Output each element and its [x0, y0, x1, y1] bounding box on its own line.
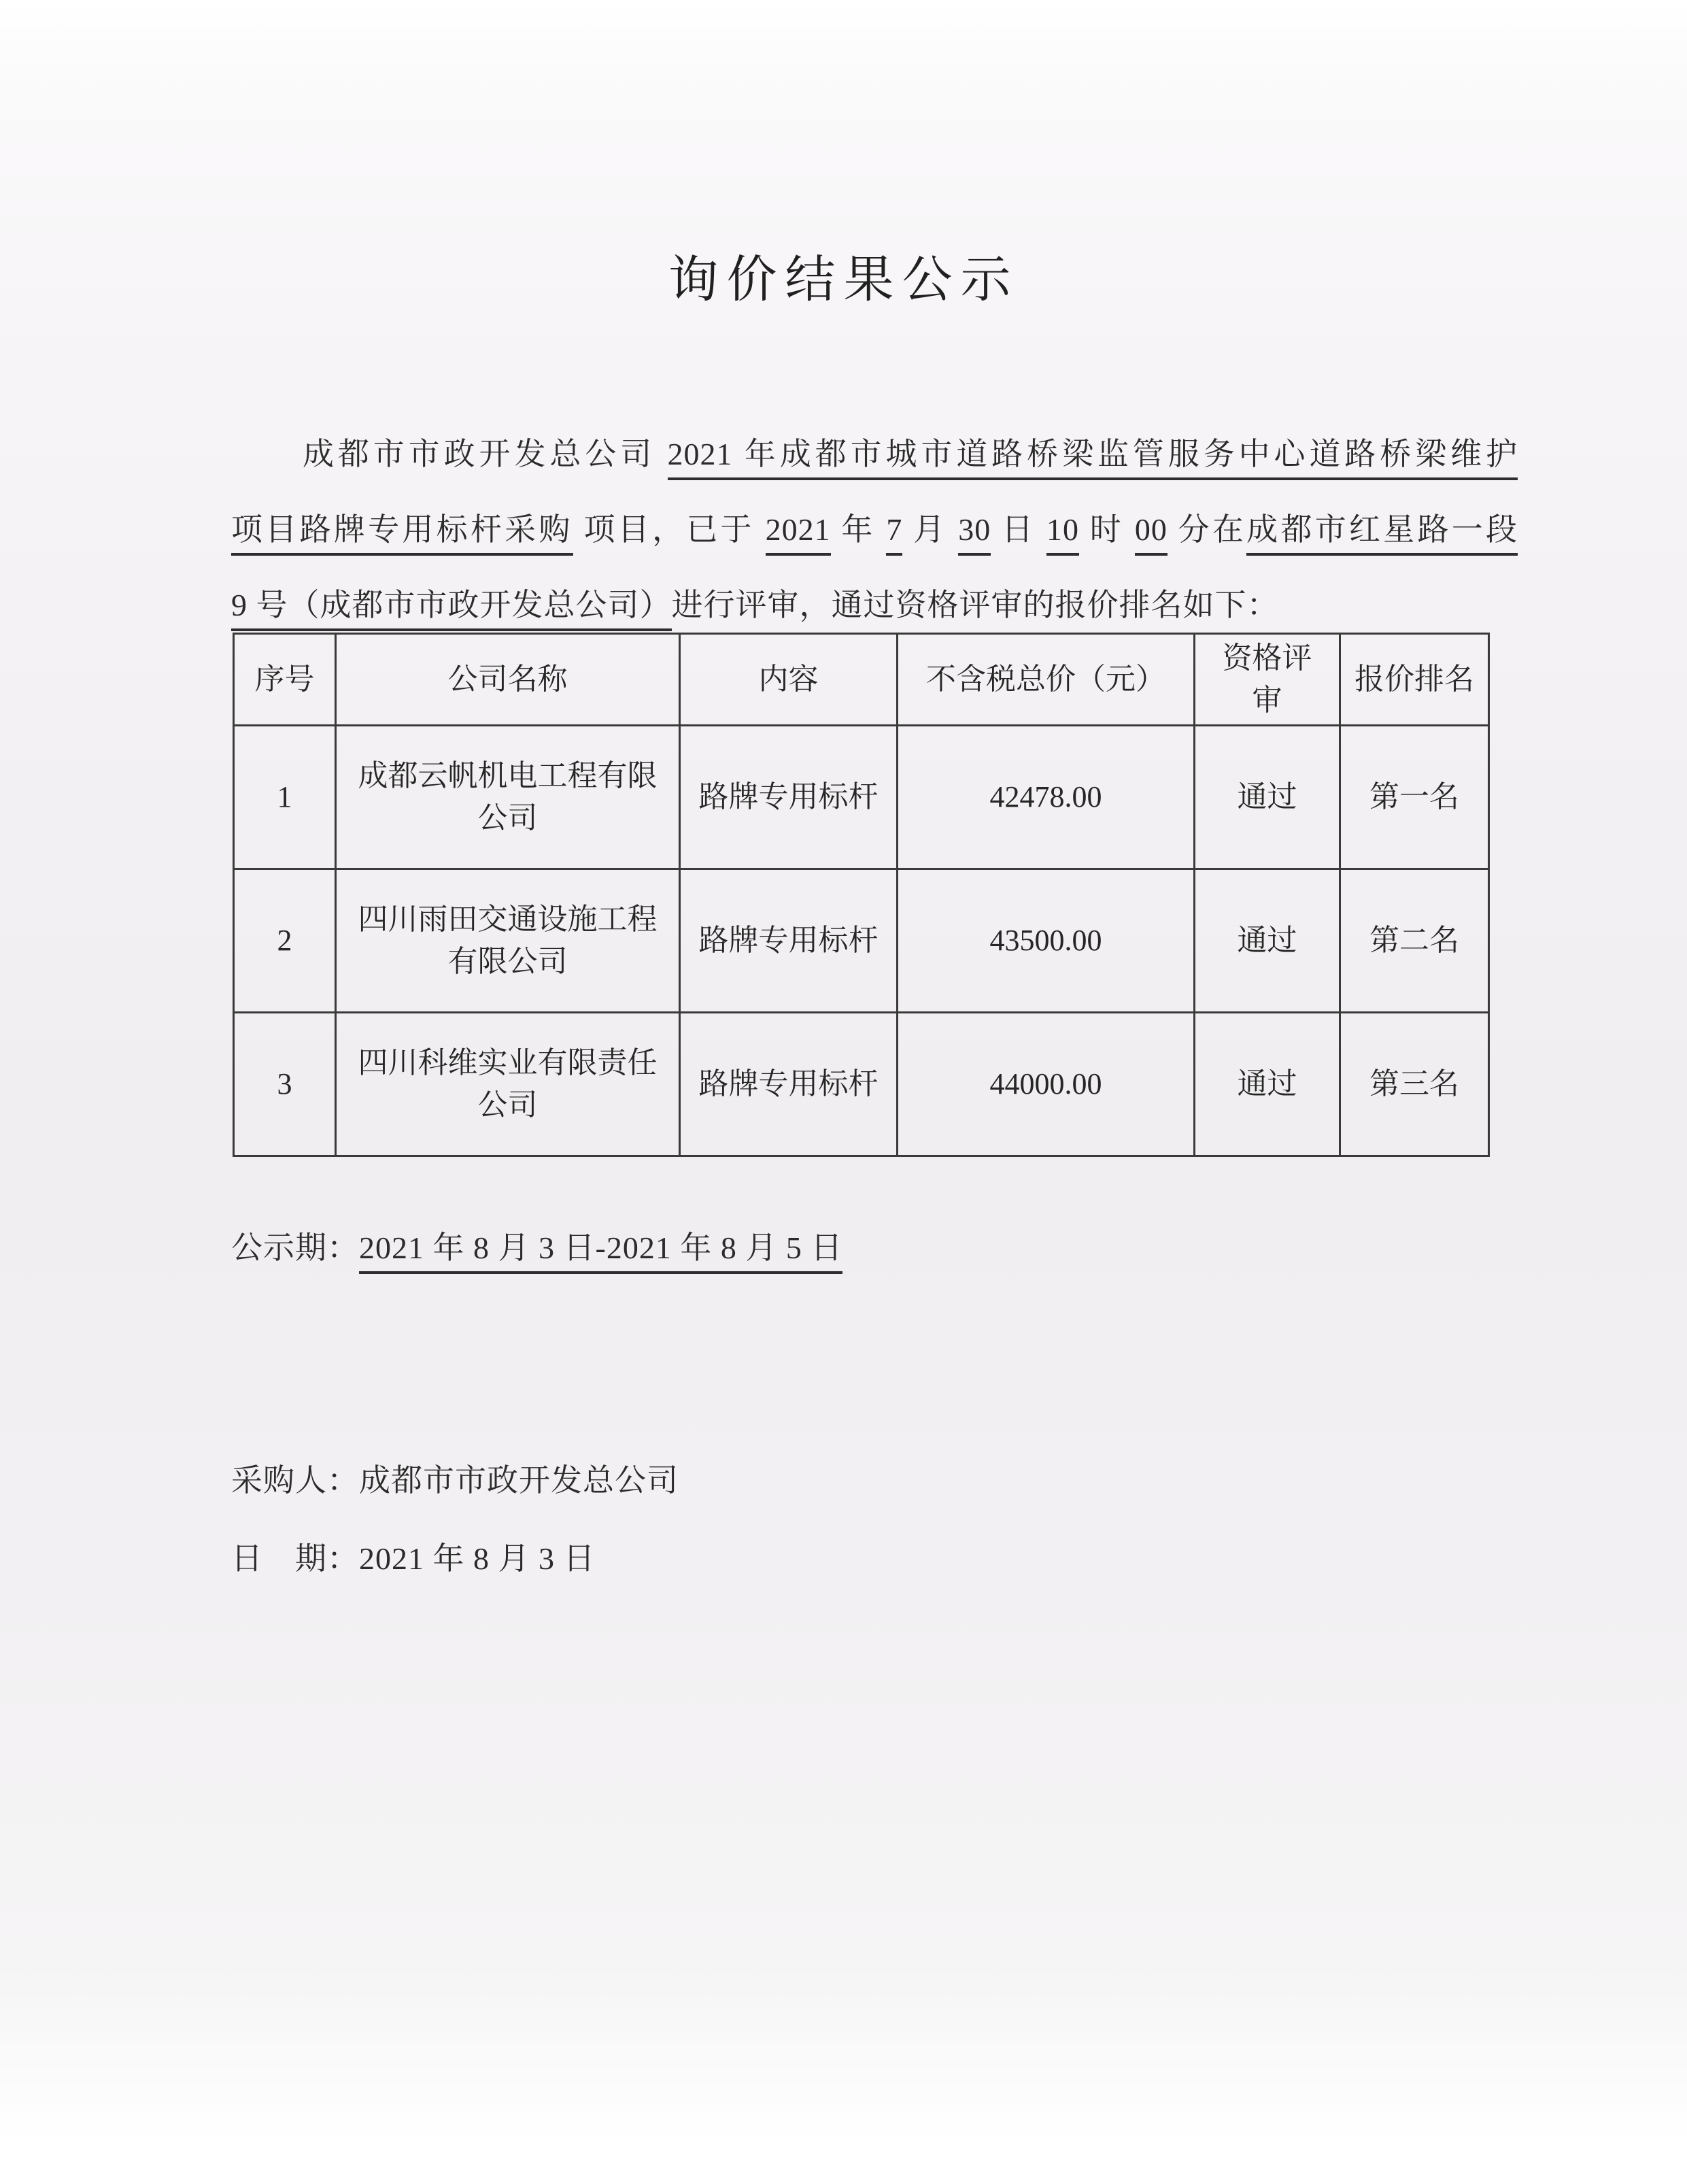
underlined-text-segment: 10 — [1046, 512, 1079, 556]
cell-rank: 第三名 — [1340, 1013, 1489, 1156]
col-header-rank: 报价排名 — [1340, 634, 1489, 726]
intro-paragraph — [231, 416, 1518, 643]
page-title: 询价结果公示 — [668, 251, 1019, 307]
cell-company: 四川雨田交通设施工程有限公司 — [336, 869, 680, 1013]
cell-qualification: 通过 — [1195, 869, 1340, 1013]
cell-content: 路牌专用标杆 — [680, 1013, 898, 1156]
results-table-container — [233, 633, 1488, 1157]
text-segment: 进行评审，通过资格评审的报价排名如下： — [671, 588, 1279, 622]
text-segment: 项目，已于 — [573, 512, 766, 547]
text-segment: 成都市市政开发总公司 — [303, 437, 668, 471]
underlined-text-segment: 成都市红星路一段 — [1246, 512, 1518, 556]
cell-rank: 第二名 — [1340, 869, 1489, 1013]
date-label: 日 期： — [231, 1541, 359, 1576]
purchaser-label: 采购人： — [231, 1463, 359, 1498]
paragraph-line-3 — [231, 567, 1518, 643]
purchaser-line — [231, 1456, 679, 1500]
cell-qualification: 通过 — [1195, 726, 1340, 869]
col-header-content: 内容 — [680, 634, 898, 726]
underlined-text-segment: 2021 年成都市城市道路桥梁监管服务中心道路桥梁维护 — [668, 437, 1518, 480]
col-header-index: 序号 — [234, 634, 336, 726]
underlined-text-segment: 7 — [886, 512, 902, 556]
col-header-price: 不含税总价（元） — [898, 634, 1195, 726]
underlined-text-segment: 项目路牌专用标杆采购 — [231, 512, 573, 556]
cell-price: 44000.00 — [898, 1013, 1195, 1156]
publicity-period-value: 2021 年 8 月 3 日-2021 年 8 月 5 日 — [359, 1230, 842, 1274]
table-row — [234, 1013, 1489, 1156]
col-header-qualification: 资格评审 — [1195, 634, 1340, 726]
underlined-text-segment: 00 — [1135, 512, 1168, 556]
cell-price: 43500.00 — [898, 869, 1195, 1013]
text-segment: 月 — [902, 512, 959, 547]
table-header-row — [234, 634, 1489, 726]
text-segment: 时 — [1079, 512, 1135, 547]
underlined-text-segment: 2021 — [766, 512, 831, 556]
underlined-text-segment: 30 — [958, 512, 991, 556]
date-line — [231, 1534, 596, 1579]
cell-content: 路牌专用标杆 — [680, 869, 898, 1013]
table-row — [234, 869, 1489, 1013]
col-header-company: 公司名称 — [336, 634, 680, 726]
cell-index: 3 — [234, 1013, 336, 1156]
underlined-text-segment: 9 号（成都市市政开发总公司） — [231, 588, 672, 631]
cell-index: 1 — [234, 726, 336, 869]
paragraph-line-2 — [231, 492, 1518, 567]
cell-content: 路牌专用标杆 — [680, 726, 898, 869]
text-segment: 年 — [830, 512, 887, 547]
cell-qualification: 通过 — [1195, 1013, 1340, 1156]
cell-company: 成都云帆机电工程有限公司 — [336, 726, 680, 869]
text-segment: 日 — [991, 512, 1047, 547]
paragraph-line-1 — [231, 416, 1518, 492]
cell-index: 2 — [234, 869, 336, 1013]
cell-rank: 第一名 — [1340, 726, 1489, 869]
results-table — [233, 633, 1490, 1157]
date-value: 2021 年 8 月 3 日 — [359, 1541, 596, 1576]
publicity-period-label: 公示期： — [231, 1230, 359, 1265]
cell-company: 四川科维实业有限责任公司 — [336, 1013, 680, 1156]
publicity-period-line — [231, 1223, 842, 1268]
purchaser-value: 成都市市政开发总公司 — [359, 1463, 679, 1498]
text-segment: 分在 — [1167, 512, 1247, 547]
table-row — [234, 726, 1489, 869]
cell-price: 42478.00 — [898, 726, 1195, 869]
